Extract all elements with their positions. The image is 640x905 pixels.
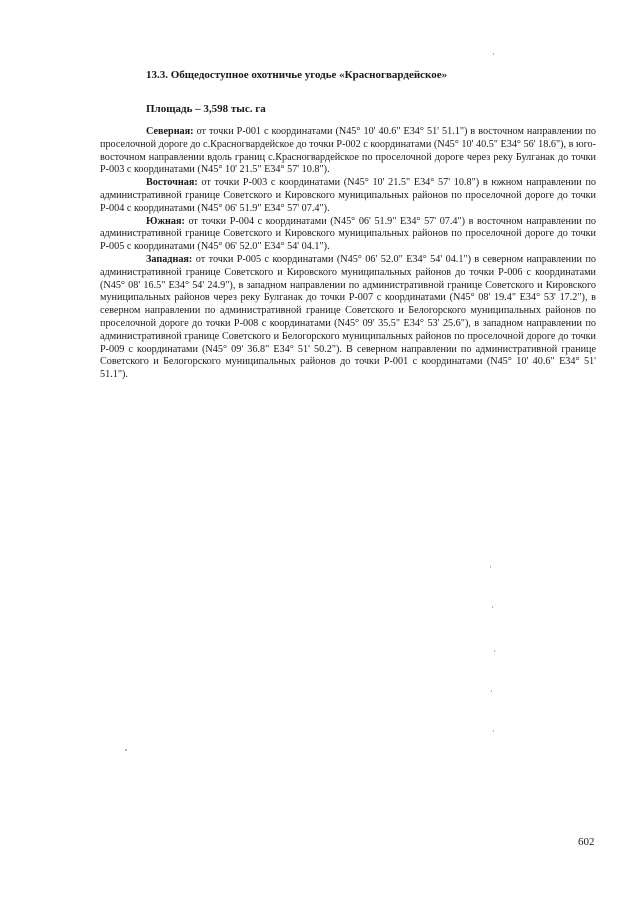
scan-speck: [490, 566, 491, 568]
boundary-label: Восточная:: [146, 177, 198, 189]
page-number: 602: [578, 836, 595, 848]
boundary-label: Северная:: [146, 126, 194, 137]
boundary-label: Западная:: [146, 253, 193, 265]
scan-speck: [491, 690, 492, 692]
scan-speck: [492, 606, 493, 608]
boundary-north: [100, 126, 596, 177]
boundary-text: от точки Р-003 с координатами (N45° 10' 21.5" E34° 57' 10.8") в южном направлении по административной границе Советского и Кировского муниципальных районов по проселочной дороге до точки Р-004 с координатами (N45° 06' 51.9" E34° 57' 07.4").: [100, 177, 596, 214]
boundary-text: от точки Р-001 с координатами (N45° 10' 40.6" E34° 51' 51.1") в восточном направлении по проселочной дороге до с.Красногвардейское до точки Р-002 с координатами (N45° 10' 40.5" E34° 56' 18.6"), в юго-восточном направлении вдоль границ с.Красногвардейское по проселочной дороге через реку Булганак до точки Р-003 с координатами (N45° 10' 21.5" E34° 57' 10.8").: [100, 126, 596, 176]
scan-speck: [494, 650, 495, 652]
scan-speck: [125, 749, 127, 751]
boundary-label: Южная:: [146, 215, 185, 227]
section-heading: 13.3. Общедоступное охотничье угодье «Красногвардейское»: [146, 69, 448, 81]
boundary-west: [100, 254, 596, 382]
boundary-description: [100, 126, 596, 382]
scan-speck: [493, 730, 494, 732]
boundary-text: от точки Р-005 с координатами (N45° 06' 52.0" E34° 54' 04.1") в северном направлении по административной границе Советского и Кировского муниципальных районов до точки Р-006 с координатами (N45° 08' 16.5" E34° 54' 24.9"), в западном направлении по административной границе Советского и Кировского муниципальных районов через реку Булганак до точки Р-007 с координатами (N45° 08' 19.4" E34° 53' 17.2"), в северном направлении по административной границе Советского и Белогорского муниципальных районов по проселочной дороге до точки Р-008 с координатами (N45° 09' 35.5" E34° 53' 25.6"), в западном направлении по административной границе Советского и Белогорского муниципальных районов по проселочной дороге до точки Р-009 с координатами (N45° 09' 36.8" E34° 51' 50.2"). В северном направлении по административной границе Советского и Белогорского муниципальных районов до точки Р-001 с координатами (N45° 10' 40.6" E34° 51' 51.1").: [100, 253, 596, 381]
boundary-text: от точки Р-004 с координатами (N45° 06' 51.9" E34° 57' 07.4") в восточном направлении по административной границе Советского и Кировского муниципальных районов по проселочной дороге до точки Р-005 с координатами (N45° 06' 52.0" E34° 54' 04.1").: [100, 215, 596, 253]
boundary-east: [100, 177, 596, 215]
area-line: Площадь – 3,598 тыс. га: [146, 103, 266, 115]
scan-speck: [493, 53, 494, 55]
boundary-south: [100, 216, 596, 254]
